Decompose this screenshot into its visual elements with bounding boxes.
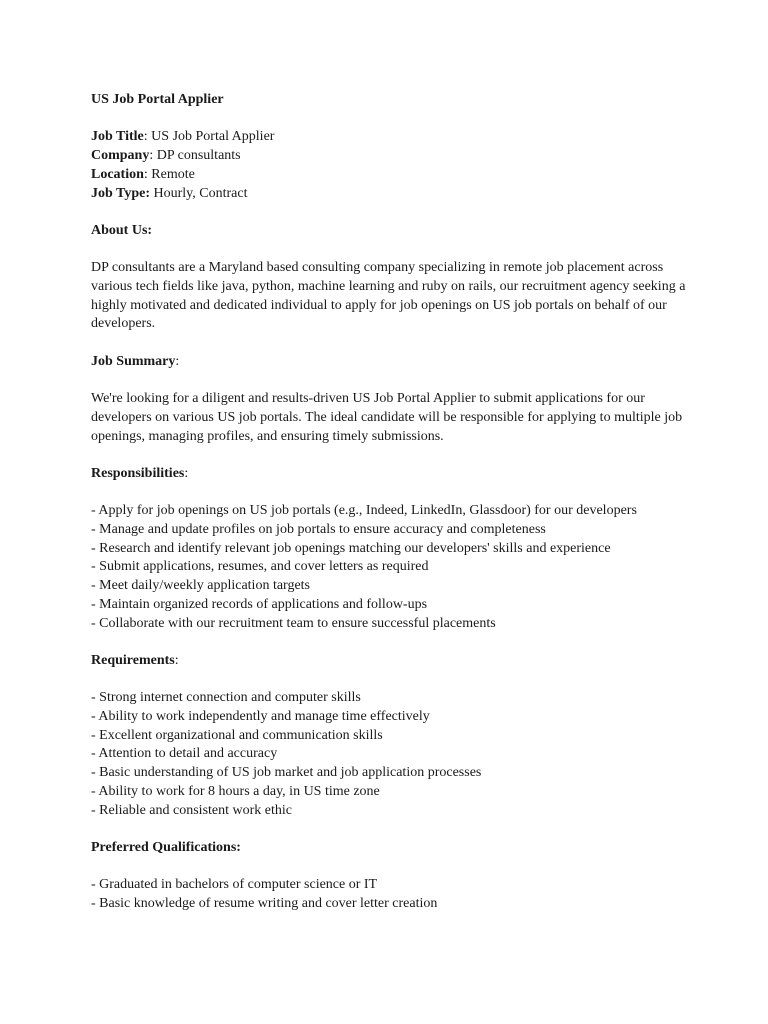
list-item: - Graduated in bachelors of computer science or IT	[91, 877, 378, 893]
detail-value: DP consultants	[156, 148, 241, 164]
list-item: - Apply for job openings on US job portals (e.g., Indeed, LinkedIn, Glassdoor) for our developers	[91, 503, 637, 519]
list-item: - Basic understanding of US job market and job application processes	[91, 765, 482, 781]
spacer	[91, 633, 691, 652]
spacer	[91, 203, 691, 222]
requirements-heading-line	[91, 652, 691, 671]
spacer	[91, 820, 691, 839]
detail-job-type	[91, 185, 691, 204]
detail-value: Remote	[151, 166, 195, 182]
spacer	[91, 484, 691, 503]
responsibilities-heading-line	[91, 465, 691, 484]
summary-heading-line	[91, 353, 691, 372]
heading-colon: :	[184, 465, 189, 481]
detail-label: Location	[91, 166, 144, 182]
about-body: DP consultants are a Maryland based consulting company specializing in remote job placement across various tech fields like java, python, machine learning and ruby on rails, our recruitment agency seeking a highly motivated and dedicated individual to apply for job openings on US job portals on behalf of our developers.	[91, 260, 686, 332]
requirements-heading: Requirements	[91, 652, 175, 668]
spacer	[91, 110, 691, 129]
responsibilities-heading: Responsibilities	[91, 465, 185, 481]
job-details	[91, 128, 691, 203]
detail-value: US Job Portal Applier	[151, 129, 275, 145]
spacer	[91, 671, 691, 690]
summary-body: We're looking for a diligent and results-driven US Job Portal Applier to submit applications for our developers on various US job portals. The ideal candidate will be responsible for applying to multiple job openings, managing profiles, and ensuring timely submissions.	[91, 391, 683, 444]
list-item: - Ability to work independently and manage time effectively	[91, 709, 430, 725]
responsibilities-list	[91, 502, 691, 633]
heading-colon: :	[175, 353, 180, 369]
spacer	[91, 371, 691, 390]
list-item: - Basic knowledge of resume writing and cover letter creation	[91, 896, 438, 912]
about-heading: About Us:	[91, 222, 153, 238]
detail-label: Company	[91, 148, 150, 164]
list-item: - Reliable and consistent work ethic	[91, 802, 292, 818]
spacer	[91, 446, 691, 465]
list-item: - Strong internet connection and computer skills	[91, 690, 361, 706]
summary-heading: Job Summary	[91, 353, 176, 369]
preferred-list	[91, 876, 691, 913]
spacer	[91, 241, 691, 260]
detail-location	[91, 166, 691, 185]
document-page	[91, 91, 691, 914]
detail-separator: :	[143, 129, 152, 145]
list-item: - Attention to detail and accuracy	[91, 746, 278, 762]
detail-separator: :	[143, 166, 152, 182]
preferred-heading: Preferred Qualifications:	[91, 839, 241, 855]
spacer	[91, 858, 691, 877]
document-title: US Job Portal Applier	[91, 92, 224, 107]
list-item: - Excellent organizational and communication skills	[91, 727, 383, 743]
list-item: - Manage and update profiles on job portals to ensure accuracy and completeness	[91, 522, 546, 538]
detail-company	[91, 147, 691, 166]
list-item: - Submit applications, resumes, and cover letters as required	[91, 559, 429, 575]
detail-separator: :	[149, 148, 157, 164]
detail-label: Job Title	[91, 129, 144, 145]
detail-job-title	[91, 128, 691, 147]
list-item: - Collaborate with our recruitment team to ensure successful placements	[91, 615, 496, 631]
spacer	[91, 334, 691, 353]
list-item: - Ability to work for 8 hours a day, in US time zone	[91, 783, 380, 799]
list-item: - Meet daily/weekly application targets	[91, 578, 311, 594]
detail-value: Hourly, Contract	[153, 185, 248, 201]
heading-colon: :	[174, 652, 179, 668]
detail-label: Job Type:	[91, 185, 150, 201]
list-item: - Research and identify relevant job openings matching our developers' skills and experience	[91, 540, 611, 556]
list-item: - Maintain organized records of applications and follow-ups	[91, 596, 428, 612]
requirements-list	[91, 689, 691, 820]
